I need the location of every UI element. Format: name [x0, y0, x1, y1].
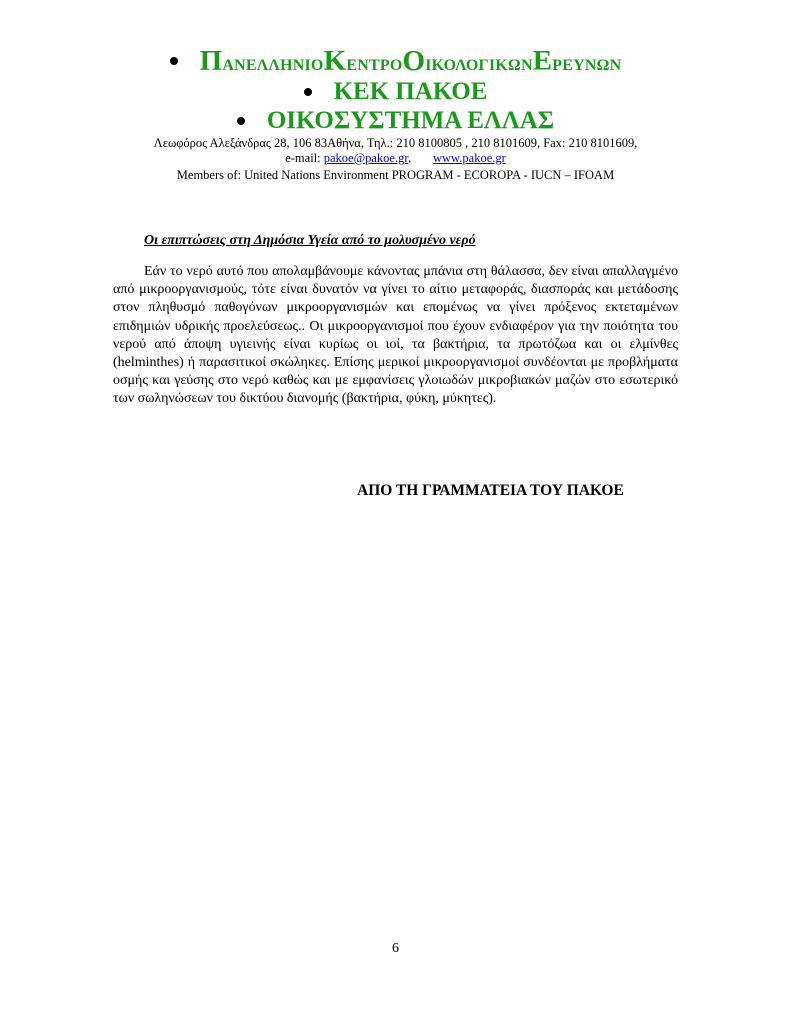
org-initial: Ο — [402, 44, 426, 77]
bullet-icon — [304, 88, 312, 96]
org-initial: Κ — [323, 44, 347, 77]
org-word: ΙΚΟΛΟΓΙΚΩΝ — [425, 56, 533, 74]
kek-line — [0, 78, 791, 106]
letterhead — [0, 44, 791, 184]
org-name — [200, 45, 622, 78]
article-body: Εάν το νερό αυτό που απολαμβάνουμε κάνοντας μπάνια στη θάλασσα, δεν είναι απαλλαγμένο από μικροοργανισμούς, τότε είναι δυνατόν να γίνει το αίτιο μεταφοράς, διασποράς και μετάδοσης στον πληθυσμό παθογόνων μικροοργανισμών και επομένως να γίνει πρόξενος εκτεταμένων επιδημιών υδρικής προελεύσεως.. Οι μικροοργανισμοί που έχουν ενδιαφέρον για την ποιότητα του νερού από άποψη υγιεινής είναι κυρίως οι ιοί, τα βακτήρια, τα πρωτόζωα και οι ελμίνθες (helminthes) ή παρασιτικοί σκώληκες. Επίσης μερικοί μικροοργανισμοί συνδέονται με προβλήματα οσμής και γεύσης στο νερό καθώς και με εμφανίσεις γλοιωδών μικροβιακών μαζών στο εσωτερικό των σωληνώσεων του δικτύου διανομής (βακτήρια, φύκη, μύκητες). — [113, 264, 678, 407]
contact-line — [0, 151, 791, 166]
kek-title: ΚΕΚ ΠΑΚΟΕ — [333, 78, 488, 105]
address-line: Λεωφόρος Αλεξάνδρας 28, 106 83Αθήνα, Τηλ.: 210 8100805 , 210 8101609, Fax: 210 8101609, — [153, 136, 638, 150]
website-link[interactable]: www.pakoe.gr — [433, 151, 506, 165]
org-word: ΑΝΕΛΛΗΝΙΟ — [222, 56, 324, 74]
page-number: 6 — [392, 941, 399, 956]
bullet-icon — [237, 117, 245, 125]
email-label: e-mail: — [285, 151, 321, 165]
org-name-line — [0, 44, 791, 78]
article-title: Οι επιπτώσεις στη Δημόσια Υγεία από το μολυσμένο νερό — [144, 233, 476, 248]
org-initial: Ε — [532, 44, 553, 77]
org-initial: Π — [199, 44, 223, 77]
members-line: Members of: United Nations Environment PROGRAM - ECOROPA - IUCN – IFOAM — [176, 168, 615, 182]
email-separator: , — [408, 151, 412, 165]
org-word: ΕΝΤΡΟ — [346, 56, 403, 74]
email-link[interactable]: pakoe@pakoe.gr — [323, 151, 408, 165]
ecosystem-title: ΟΙΚΟΣΥΣΤΗΜΑ ΕΛΛΑΣ — [266, 107, 555, 134]
bullet-icon — [170, 57, 178, 65]
org-word: ΡΕΥΝΩΝ — [552, 56, 622, 74]
signature: ΑΠΟ ΤΗ ΓΡΑΜΜΑΤΕΙΑ ΤΟΥ ΠΑΚΟΕ — [357, 482, 624, 499]
ecosystem-line — [0, 106, 791, 136]
